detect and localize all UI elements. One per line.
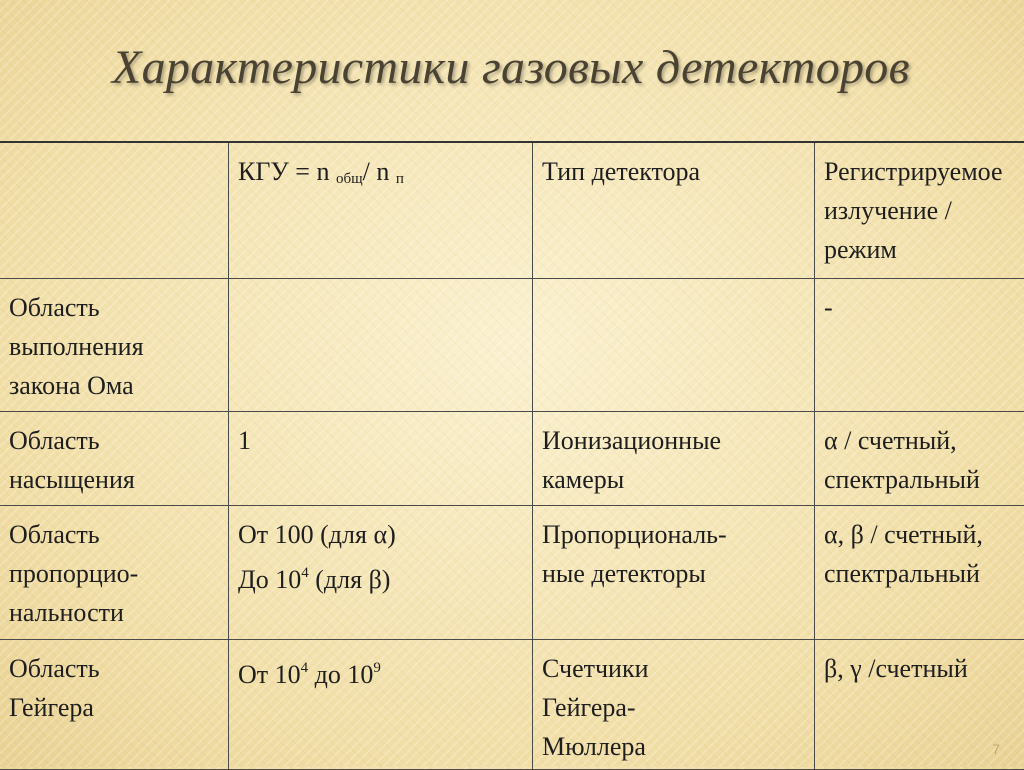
region-line: выполнения bbox=[9, 327, 221, 366]
radiation-line: спектральный bbox=[824, 460, 1024, 499]
kgu-prefix: До 10 bbox=[238, 565, 301, 594]
kgu-exponent: 4 bbox=[301, 565, 309, 581]
kgu-suffix: (для β) bbox=[309, 565, 391, 594]
region-cell bbox=[0, 639, 229, 769]
slide-title: Характеристики газовых детекторов bbox=[112, 40, 992, 95]
kgu-cell bbox=[229, 639, 533, 769]
region-line: Гейгера bbox=[9, 688, 221, 727]
table-row-saturation-region bbox=[0, 411, 1024, 505]
radiation-line: β, γ /счетный bbox=[824, 649, 1024, 688]
detector-line: Гейгера- bbox=[542, 688, 807, 727]
radiation-line: спектральный bbox=[824, 554, 1024, 593]
detector-cell bbox=[533, 505, 815, 639]
detector-cell bbox=[533, 639, 815, 769]
kgu-exponent: 9 bbox=[373, 660, 381, 676]
radiation-line: α, β / счетный, bbox=[824, 515, 1024, 554]
radiation-line: α / счетный, bbox=[824, 421, 1024, 460]
detector-line: Ионизационные bbox=[542, 421, 807, 460]
radiation-cell bbox=[815, 505, 1024, 639]
kgu-exponent: 4 bbox=[301, 660, 309, 676]
region-line: Область bbox=[9, 649, 221, 688]
header-kgu-sub-total: общ bbox=[336, 171, 363, 187]
header-kgu-prefix: КГУ = n bbox=[238, 157, 336, 186]
kgu-cell: 1 bbox=[229, 411, 533, 505]
detector-line: Мюллера bbox=[542, 727, 807, 766]
table-row-geiger-region bbox=[0, 639, 1024, 769]
radiation-cell bbox=[815, 278, 1024, 411]
header-radiation-line: Регистрируемое bbox=[824, 152, 1024, 191]
region-line: Область bbox=[9, 515, 221, 554]
kgu-cell bbox=[229, 278, 533, 411]
detector-cell bbox=[533, 278, 815, 411]
table-row-ohm-region bbox=[0, 278, 1024, 411]
header-cell-empty bbox=[0, 142, 229, 278]
header-radiation-line: режим bbox=[824, 230, 1024, 269]
detector-line: Счетчики bbox=[542, 649, 807, 688]
header-cell-kgu bbox=[229, 142, 533, 278]
region-line: пропорцио- bbox=[9, 554, 221, 593]
header-radiation-line: излучение / bbox=[824, 191, 1024, 230]
kgu-cell bbox=[229, 505, 533, 639]
region-cell bbox=[0, 278, 229, 411]
region-line: закона Ома bbox=[9, 366, 221, 405]
header-cell-detector-type: Тип детектора bbox=[533, 142, 815, 278]
region-line: насыщения bbox=[9, 460, 221, 499]
detector-line: ные детекторы bbox=[542, 554, 807, 593]
table-row-proportional-region bbox=[0, 505, 1024, 639]
header-kgu-mid: / n bbox=[363, 157, 396, 186]
detector-line: камеры bbox=[542, 460, 807, 499]
kgu-line bbox=[238, 554, 525, 599]
detector-characteristics-table bbox=[0, 141, 1024, 770]
region-cell bbox=[0, 411, 229, 505]
table-header-row bbox=[0, 142, 1024, 278]
region-line: Область bbox=[9, 288, 221, 327]
kgu-line: От 100 (для α) bbox=[238, 515, 525, 554]
region-line: нальности bbox=[9, 593, 221, 632]
detector-line: Пропорциональ- bbox=[542, 515, 807, 554]
detector-cell bbox=[533, 411, 815, 505]
radiation-line: - bbox=[824, 288, 1024, 327]
kgu-prefix: От 10 bbox=[238, 660, 301, 689]
kgu-mid: до 10 bbox=[308, 660, 373, 689]
radiation-cell bbox=[815, 411, 1024, 505]
slide-page-number: 7 bbox=[992, 741, 1000, 757]
header-cell-radiation-mode bbox=[815, 142, 1024, 278]
region-cell bbox=[0, 505, 229, 639]
header-kgu-sub-primary: п bbox=[396, 171, 404, 187]
region-line: Область bbox=[9, 421, 221, 460]
